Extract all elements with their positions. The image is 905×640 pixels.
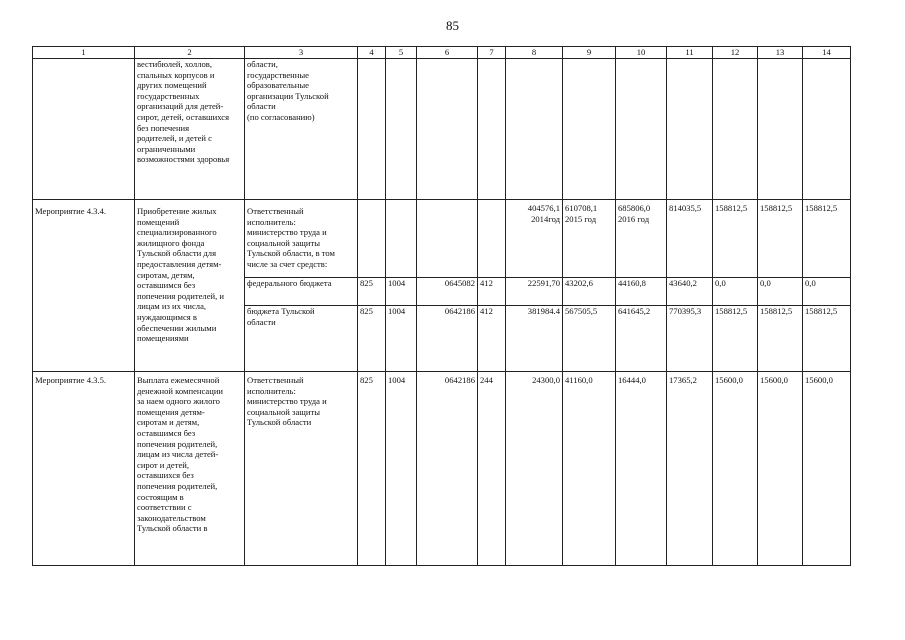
table-row (33, 372, 851, 566)
value-cell: 244 (478, 372, 506, 566)
value-cell: 1004 (386, 372, 417, 566)
budget-source: федерального бюджета (245, 278, 358, 306)
value-cell: 825 (358, 278, 386, 306)
value-cell: 17365,2 (667, 372, 713, 566)
table-cell (386, 59, 417, 200)
header-cell: 12 (713, 47, 758, 59)
value-cell: 158812,5 (713, 200, 758, 278)
table-cell: вестибюлей, холлов, спальных корпусов и других помещений государственных организаций для детей- сирот, детей, оставшихся без попечения родителей, и детей с ограниченными возможностями здоровья (135, 59, 245, 200)
measure-name: Мероприятие 4.3.5. (33, 372, 135, 566)
table-cell (713, 59, 758, 200)
table-row (33, 200, 851, 278)
header-cell: 10 (616, 47, 667, 59)
value-cell: 41160,0 (563, 372, 616, 566)
header-cell: 2 (135, 47, 245, 59)
table-cell (417, 59, 478, 200)
value-cell: 825 (358, 306, 386, 372)
header-row (33, 47, 851, 59)
value-cell: 44160,8 (616, 278, 667, 306)
value-cell: 0645082 (417, 278, 478, 306)
value-cell: 0,0 (803, 278, 851, 306)
value-cell: 641645,2 (616, 306, 667, 372)
measure-name: Мероприятие 4.3.4. (33, 200, 135, 372)
value-cell: 158812,5 (758, 306, 803, 372)
value-cell: 158812,5 (803, 306, 851, 372)
table-cell (386, 200, 417, 278)
table-cell (478, 59, 506, 200)
header-cell: 4 (358, 47, 386, 59)
table-row (33, 59, 851, 200)
value-cell: 0642186 (417, 306, 478, 372)
table-cell (563, 59, 616, 200)
value-cell: 16444,0 (616, 372, 667, 566)
value-cell: 24300,0 (506, 372, 563, 566)
table-cell (758, 59, 803, 200)
value-cell: 412 (478, 278, 506, 306)
measure-description: Выплата ежемесячной денежной компенсации за наем одного жилого помещения детям- сиротам и детям, оставшимся без попечения родителей, лицам из числа детей- сирот и детей, оставшихся без попечения родителей, состоящим в соответствии с законодательством Тульской области в (135, 372, 245, 566)
value-cell: 43640,2 (667, 278, 713, 306)
value-cell: 1004 (386, 306, 417, 372)
value-cell: 15600,0 (803, 372, 851, 566)
value-cell: 770395,3 (667, 306, 713, 372)
budget-source: бюджета Тульской области (245, 306, 358, 372)
table-cell (358, 59, 386, 200)
table-cell (616, 59, 667, 200)
value-cell: 610708,1 2015 год (563, 200, 616, 278)
value-cell: 404576,1 2014год (506, 200, 563, 278)
program-table (32, 46, 851, 566)
value-cell: 0,0 (758, 278, 803, 306)
table-cell (417, 200, 478, 278)
value-cell: 685806,0 2016 год (616, 200, 667, 278)
value-cell: 158812,5 (713, 306, 758, 372)
value-cell: 0,0 (713, 278, 758, 306)
value-cell: 381984.4 (506, 306, 563, 372)
header-cell: 6 (417, 47, 478, 59)
header-cell: 14 (803, 47, 851, 59)
header-cell: 8 (506, 47, 563, 59)
header-cell: 3 (245, 47, 358, 59)
table-cell (506, 59, 563, 200)
header-cell: 5 (386, 47, 417, 59)
value-cell: 158812,5 (758, 200, 803, 278)
header-cell: 7 (478, 47, 506, 59)
responsible-executor: Ответственный исполнитель: министерство труда и социальной защиты Тульской области (245, 372, 358, 566)
table-cell (803, 59, 851, 200)
table-cell (478, 200, 506, 278)
header-cell: 9 (563, 47, 616, 59)
value-cell: 158812,5 (803, 200, 851, 278)
table-cell (33, 59, 135, 200)
table-cell (667, 59, 713, 200)
measure-description: Приобретение жилых помещений специализированного жилищного фонда Тульской области для предоставления детям- сиротам, детям, оставшимся без попечения родителей, и лицам из их числа, нуждающимся в обеспечении жилыми помещениями (135, 200, 245, 372)
header-cell: 11 (667, 47, 713, 59)
table-cell: области, государственные образовательные организации Тульской области (по согласованию) (245, 59, 358, 200)
responsible-executor: Ответственный исполнитель: министерство труда и социальной защиты Тульской области, в том числе за счет средств: (245, 200, 358, 278)
value-cell: 15600,0 (713, 372, 758, 566)
value-cell: 43202,6 (563, 278, 616, 306)
page-number: 85 (446, 18, 459, 33)
value-cell: 0642186 (417, 372, 478, 566)
table-cell (358, 200, 386, 278)
value-cell: 567505,5 (563, 306, 616, 372)
header-cell: 13 (758, 47, 803, 59)
value-cell: 825 (358, 372, 386, 566)
value-cell: 412 (478, 306, 506, 372)
value-cell: 22591,70 (506, 278, 563, 306)
value-cell: 814035,5 (667, 200, 713, 278)
header-cell: 1 (33, 47, 135, 59)
value-cell: 1004 (386, 278, 417, 306)
value-cell: 15600,0 (758, 372, 803, 566)
